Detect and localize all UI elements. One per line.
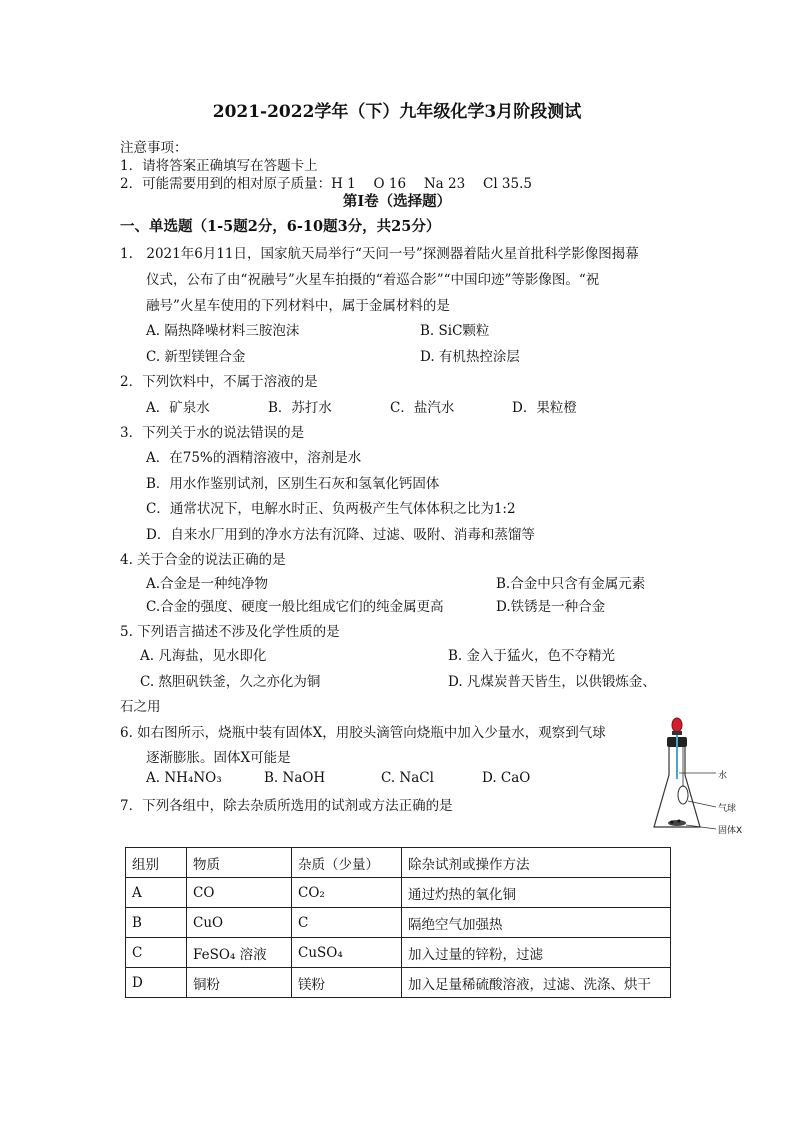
q4-option-a: A.合金是一种纯净物 (146, 576, 269, 592)
q5-option-d-continued: 石之用 (120, 699, 161, 715)
q1-stem-line1: 1. 2021年6月11日，国家航天局举行“天问一号”探测器着陆火星首批科学影像图揭幕 (120, 246, 639, 262)
q5-stem: 5. 下列语言描述不涉及化学性质的是 (120, 624, 340, 640)
q6-option-c: C. NaCl (381, 770, 434, 786)
q6-option-d: D. CaO (482, 770, 531, 786)
table-cell: 铜粉 (187, 968, 292, 998)
table-cell: CO (187, 878, 292, 908)
table-cell: FeSO₄ 溶液 (187, 938, 292, 968)
q5-option-b: B. 金入于猛火，色不夺精光 (448, 648, 616, 664)
table-cell: CO₂ (292, 878, 402, 908)
flask-apparatus-figure (650, 717, 760, 841)
table-cell: 加入过量的锌粉，过滤 (402, 938, 671, 968)
q2-stem: 2．下列饮料中，不属于溶液的是 (120, 374, 318, 390)
table-cell: 通过灼热的氧化铜 (402, 878, 671, 908)
table-header-cell: 物质 (187, 848, 292, 878)
notice-item-1: 1．请将答案正确填写在答题卡上 (120, 158, 318, 174)
table-row (126, 968, 671, 998)
volume-title: 第Ⅰ卷（选择题） (342, 193, 452, 210)
table-cell: 加入足量稀硫酸溶液，过滤、洗涤、烘干 (402, 968, 671, 998)
table-cell: 镁粉 (292, 968, 402, 998)
table-cell: 隔绝空气加强热 (402, 908, 671, 938)
q2-option-a: A．矿泉水 (146, 400, 210, 416)
q3-option-b: B．用水作鉴别试剂，区别生石灰和氢氧化钙固体 (146, 476, 440, 492)
table-row (126, 908, 671, 938)
table-cell: B (126, 908, 187, 938)
q6-stem-line2: 逐渐膨胀。固体X可能是 (146, 750, 291, 766)
q1-stem-line2: 仪式，公布了由“祝融号”火星车拍摄的“着巡合影”“中国印迹”等影像图。“祝 (146, 272, 600, 288)
table-cell: C (126, 938, 187, 968)
q2-option-c: C．盐汽水 (390, 400, 455, 416)
flask-diagram-icon (650, 717, 760, 837)
section-title: 一、单选题（1-5题2分，6-10题3分，共25分） (120, 218, 441, 235)
q2-option-d: D．果粒橙 (512, 400, 577, 416)
table-header-row (126, 848, 671, 878)
figure-label-solid: 固体X (718, 826, 743, 836)
q3-option-a: A．在75%的酒精溶液中，溶剂是水 (146, 450, 362, 466)
table-header-cell: 除杂试剂或操作方法 (402, 848, 671, 878)
notice-heading: 注意事项： (120, 140, 188, 156)
q7-stem: 7．下列各组中，除去杂质所选用的试剂或方法正确的是 (120, 798, 453, 814)
q4-stem: 4. 关于合金的说法正确的是 (120, 552, 286, 568)
q6-option-a: A. NH₄NO₃ (146, 770, 222, 786)
table-cell: C (292, 908, 402, 938)
table-header-cell: 组别 (126, 848, 187, 878)
q5-option-d: D. 凡煤炭普天皆生，以供锻炼金、 (448, 674, 656, 690)
table-cell: A (126, 878, 187, 908)
q3-stem: 3．下列关于水的说法错误的是 (120, 425, 305, 441)
figure-label-balloon: 气球 (718, 804, 737, 814)
table-row (126, 938, 671, 968)
notice-item-2: 2．可能需要用到的相对原子质量：H 1 O 16 Na 23 Cl 35.5 (120, 176, 532, 192)
impurity-removal-table (125, 847, 671, 998)
table-cell: D (126, 968, 187, 998)
table-row (126, 878, 671, 908)
table-header-cell: 杂质（少量） (292, 848, 402, 878)
q6-option-b: B. NaOH (264, 770, 326, 786)
q1-stem-line3: 融号”火星车使用的下列材料中，属于金属材料的是 (146, 298, 450, 314)
q2-option-b: B．苏打水 (268, 400, 332, 416)
q6-stem-line1: 6. 如右图所示，烧瓶中装有固体X，用胶头滴管向烧瓶中加入少量水，观察到气球 (120, 725, 606, 741)
table-cell: CuSO₄ (292, 938, 402, 968)
q3-option-c: C．通常状况下，电解水时正、负两极产生气体体积之比为1:2 (146, 501, 516, 517)
q4-option-d: D.铁锈是一种合金 (496, 599, 606, 615)
q1-option-b: B. SiC颗粒 (420, 323, 490, 339)
q5-option-c: C. 熬胆矾铁釜，久之亦化为铜 (140, 674, 321, 690)
q1-option-d: D. 有机热控涂层 (420, 349, 520, 365)
table-cell: CuO (187, 908, 292, 938)
q5-option-a: A. 凡海盐，见水即化 (140, 648, 267, 664)
figure-label-water: 水 (718, 771, 728, 781)
q1-option-c: C. 新型镁锂合金 (146, 349, 246, 365)
q1-option-a: A. 隔热降噪材料三胺泡沫 (146, 323, 300, 339)
q4-option-b: B.合金中只含有金属元素 (496, 576, 646, 592)
q4-option-c: C.合金的强度、硬度一般比组成它们的纯金属更高 (146, 599, 444, 615)
page-title: 2021-2022学年（下）九年级化学3月阶段测试 (212, 102, 582, 122)
q3-option-d: D．自来水厂用到的净水方法有沉降、过滤、吸附、消毒和蒸馏等 (146, 527, 535, 543)
